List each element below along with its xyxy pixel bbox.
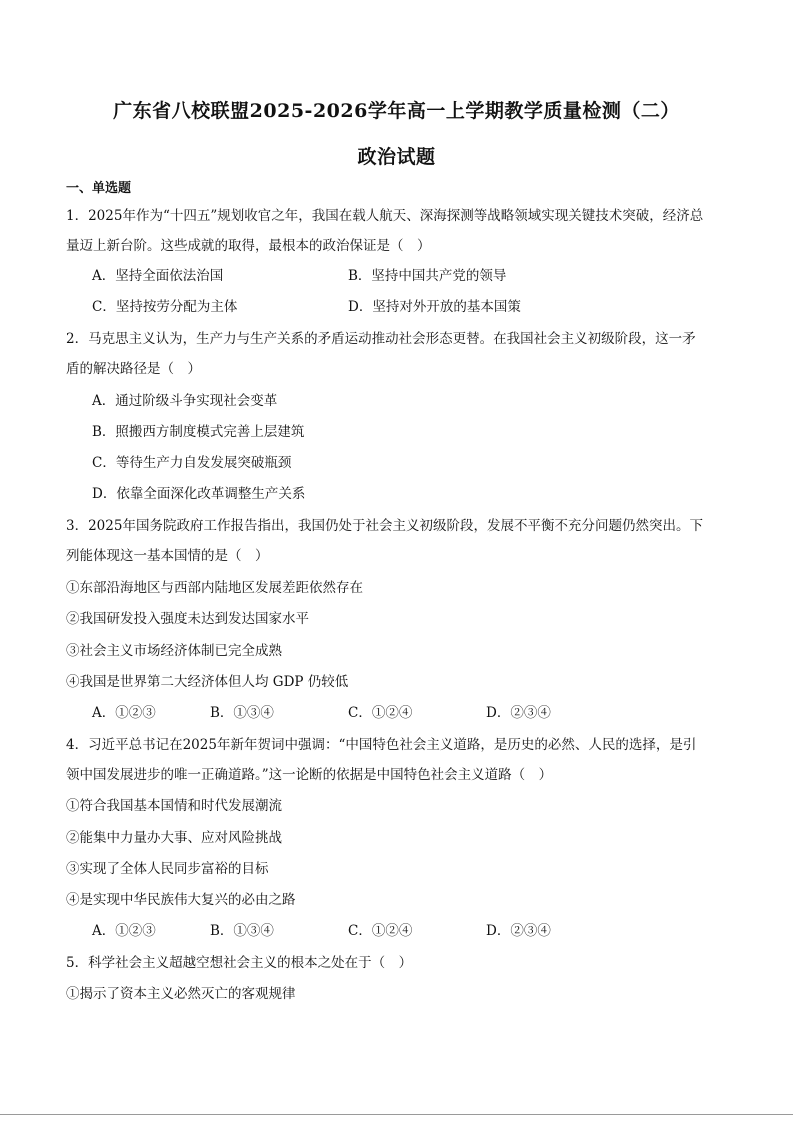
q2-option-b: B．照搬西方制度模式完善上层建筑 <box>92 424 305 440</box>
page-title: 广东省八校联盟2025-2026学年高一上学期教学质量检测（二） <box>113 100 680 122</box>
q2-option-a: A．通过阶级斗争实现社会变革 <box>92 393 278 409</box>
q4-option-d: D．②③④ <box>486 923 551 939</box>
page-bottom-divider <box>0 1114 793 1115</box>
section-heading: 一、单选题 <box>66 181 132 196</box>
q3-option-d: D．②③④ <box>486 705 551 721</box>
q4-statement-1: ①符合我国基本国情和时代发展潮流 <box>66 798 282 814</box>
q2-option-c: C．等待生产力自发发展突破瓶颈 <box>92 455 292 471</box>
q3-statement-2: ②我国研发投入强度未达到发达国家水平 <box>66 611 309 627</box>
q3-statement-3: ③社会主义市场经济体制已完全成熟 <box>66 643 282 659</box>
q1-option-c: C．坚持按劳分配为主体 <box>92 299 238 315</box>
q3-stem-line-2: 列能体现这一基本国情的是（ ） <box>66 548 269 564</box>
q2-stem-line-1: 2．马克思主义认为，生产力与生产关系的矛盾运动推动社会形态更替。在我国社会主义初级阶段，这一矛 <box>66 331 696 347</box>
q3-option-b: B．①③④ <box>210 705 274 721</box>
q4-option-a: A．①②③ <box>92 923 156 939</box>
q3-stem-line-1: 3．2025年国务院政府工作报告指出，我国仍处于社会主义初级阶段，发展不平衡不充分问题仍然突出。下 <box>66 518 703 534</box>
q4-option-c: C．①②④ <box>348 923 413 939</box>
q2-stem-line-2: 盾的解决路径是（ ） <box>66 361 201 377</box>
q4-statement-4: ④是实现中华民族伟大复兴的必由之路 <box>66 892 296 908</box>
q3-option-c: C．①②④ <box>348 705 413 721</box>
q2-option-d: D．依靠全面深化改革调整生产关系 <box>92 486 306 502</box>
q1-stem-line-2: 量迈上新台阶。这些成就的取得，最根本的政治保证是（ ） <box>66 238 431 254</box>
q1-option-a: A．坚持全面依法治国 <box>92 268 224 284</box>
q4-statement-2: ②能集中力量办大事、应对风险挑战 <box>66 830 282 846</box>
q4-stem-line-2: 领中国发展进步的唯一正确道路。”这一论断的依据是中国特色社会主义道路（ ） <box>66 767 553 783</box>
q5-stem-line-1: 5．科学社会主义超越空想社会主义的根本之处在于（ ） <box>66 955 413 971</box>
q4-statement-3: ③实现了全体人民同步富裕的目标 <box>66 861 269 877</box>
q3-statement-4: ④我国是世界第二大经济体但人均 GDP 仍较低 <box>66 674 349 690</box>
q3-statement-1: ①东部沿海地区与西部内陆地区发展差距依然存在 <box>66 580 363 596</box>
q1-option-d: D．坚持对外开放的基本国策 <box>348 299 521 315</box>
q1-stem-line-1: 1．2025年作为“十四五”规划收官之年，我国在载人航天、深海探测等战略领域实现关键技术突破，经济总 <box>66 208 704 224</box>
q3-option-a: A．①②③ <box>92 705 156 721</box>
q4-stem-line-1: 4．习近平总书记在2025年新年贺词中强调：“中国特色社会主义道路，是历史的必然、人民的选择，是引 <box>66 737 697 753</box>
q1-option-b: B．坚持中国共产党的领导 <box>348 268 507 284</box>
q5-statement-1: ①揭示了资本主义必然灭亡的客观规律 <box>66 986 296 1002</box>
page-subtitle: 政治试题 <box>357 146 436 168</box>
q4-option-b: B．①③④ <box>210 923 274 939</box>
